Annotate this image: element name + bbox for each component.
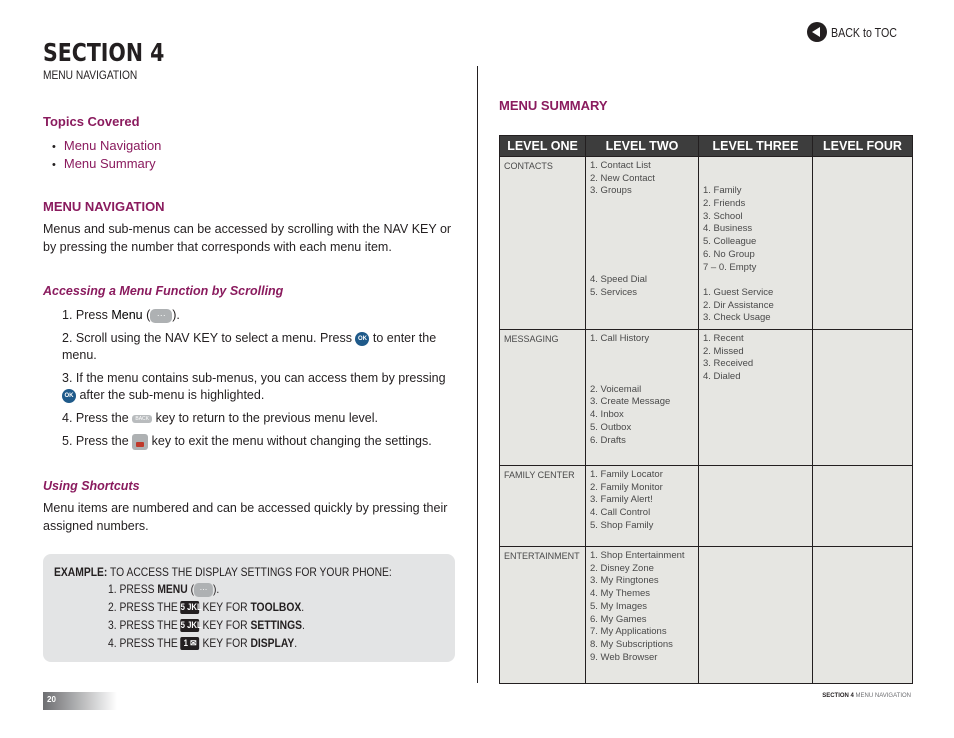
menu-item: 4. Dialed bbox=[703, 371, 741, 383]
menu-item: 5. Shop Family bbox=[590, 519, 654, 531]
step-3: 3. If the menu contains sub-menus, you can access them by pressing OK after the sub-menu is highlighted. bbox=[62, 371, 446, 402]
menu-item: 1. Recent bbox=[703, 333, 744, 344]
menu-item: 5. Services bbox=[590, 286, 637, 298]
level-one-cell: FAMILY CENTER bbox=[500, 466, 586, 547]
menu-item: 3. School bbox=[703, 210, 743, 222]
menu-item: 3. My Ringtones bbox=[590, 575, 659, 587]
level-three-cell bbox=[699, 157, 813, 330]
example-intro: EXAMPLE: TO ACCESS THE DISPLAY SETTINGS FOR YOUR PHONE: bbox=[54, 565, 392, 579]
menu-item: 3. Family Alert! bbox=[590, 494, 653, 506]
page-number-tab bbox=[43, 692, 117, 710]
step-2: 2. Scroll using the NAV KEY to select a menu. Press OK to enter the menu. bbox=[62, 331, 437, 362]
level-one-cell: ENTERTAINMENT bbox=[500, 547, 586, 684]
menu-item: 8. My Subscriptions bbox=[590, 638, 673, 650]
page-number: 20 bbox=[47, 695, 56, 704]
section-subtitle: MENU NAVIGATION bbox=[43, 68, 138, 82]
menu-item: 7. My Applications bbox=[590, 626, 667, 638]
accessing-menu-heading: Accessing a Menu Function by Scrolling bbox=[43, 284, 284, 298]
column-header: LEVEL ONE bbox=[500, 136, 586, 157]
menu-item: 4. Call Control bbox=[590, 507, 651, 519]
menu-item: 5. Colleague bbox=[703, 236, 757, 248]
level-four-cell bbox=[813, 466, 913, 547]
ok-key-icon: OK bbox=[62, 389, 76, 403]
shortcuts-paragraph: Menu items are numbered and can be accessed quickly by pressing their assigned numbers. bbox=[43, 501, 448, 533]
example-step-1: 1. PRESS MENU ( ··· ). bbox=[108, 582, 220, 596]
menu-item: 2. Voicemail bbox=[590, 383, 642, 395]
table-row bbox=[500, 466, 913, 547]
menu-item: 1. Contact List bbox=[590, 160, 651, 171]
step-5: 5. Press the key to exit the menu without changing the settings. bbox=[62, 434, 432, 448]
section-title: SECTION 4 bbox=[43, 38, 165, 67]
menu-item: 7 – 0. Empty bbox=[703, 261, 757, 273]
steps-list bbox=[62, 307, 452, 456]
topic-link-menu-navigation[interactable]: • Menu Navigation bbox=[52, 137, 161, 155]
menu-item: 1. Family Locator bbox=[590, 469, 663, 480]
menu-item: 4. Speed Dial bbox=[590, 274, 648, 286]
level-two-cell bbox=[586, 330, 699, 466]
menu-key-icon: ··· bbox=[150, 309, 172, 323]
menu-item: 9. Web Browser bbox=[590, 651, 658, 663]
menu-item: 2. Dir Assistance bbox=[703, 299, 774, 311]
level-four-cell bbox=[813, 157, 913, 330]
5-key-icon: 5 JKL bbox=[180, 602, 202, 613]
back-arrow-icon[interactable] bbox=[807, 22, 827, 42]
menu-item: 2. Missed bbox=[703, 345, 744, 357]
back-to-toc-link[interactable] bbox=[807, 22, 911, 42]
table-row bbox=[500, 330, 913, 466]
menu-item: 4. Business bbox=[703, 223, 753, 235]
column-divider bbox=[477, 66, 478, 683]
example-step-4: 4. PRESS THE 1 ✉ KEY FOR DISPLAY. bbox=[108, 636, 298, 650]
menu-summary-table bbox=[499, 135, 913, 684]
menu-item: 5. My Images bbox=[590, 600, 648, 612]
example-step-2: 2. PRESS THE 5 JKL KEY FOR TOOLBOX. bbox=[108, 600, 305, 614]
column-header: LEVEL THREE bbox=[699, 136, 813, 157]
level-four-cell bbox=[813, 547, 913, 684]
menu-item: 6. No Group bbox=[703, 248, 755, 260]
level-three-cell bbox=[699, 330, 813, 466]
back-key-icon: BACK bbox=[132, 415, 152, 423]
menu-item: 3. Check Usage bbox=[703, 312, 771, 324]
end-key-icon bbox=[132, 434, 148, 450]
column-header: LEVEL TWO bbox=[586, 136, 699, 157]
back-to-toc-label[interactable]: BACK to TOC bbox=[830, 24, 897, 40]
ok-key-icon: OK bbox=[355, 332, 369, 346]
menu-item: 4. My Themes bbox=[590, 588, 651, 600]
topics-list bbox=[52, 137, 161, 173]
menu-item: 2. Disney Zone bbox=[590, 562, 654, 574]
table-row bbox=[500, 157, 913, 330]
menu-item: 4. Inbox bbox=[590, 409, 624, 421]
example-step-3: 3. PRESS THE 5 JKL KEY FOR SETTINGS. bbox=[108, 618, 305, 632]
example-box bbox=[43, 554, 455, 662]
topic-link-menu-summary[interactable]: • Menu Summary bbox=[52, 155, 161, 173]
level-two-cell bbox=[586, 157, 699, 330]
menu-item: 6. Drafts bbox=[590, 434, 626, 446]
menu-item: 3. Received bbox=[703, 358, 754, 370]
menu-item: 5. Outbox bbox=[590, 421, 632, 433]
menu-item: 1. Call History bbox=[590, 333, 650, 344]
menu-item: 1. Family bbox=[703, 185, 742, 197]
level-three-cell bbox=[699, 466, 813, 547]
menu-item: 3. Create Message bbox=[590, 396, 671, 408]
step-4: 4. Press the BACK key to return to the previous menu level. bbox=[62, 411, 378, 425]
table-header-row bbox=[500, 136, 913, 157]
menu-item: 2. New Contact bbox=[590, 172, 655, 184]
menu-item: 2. Friends bbox=[703, 198, 746, 210]
menu-item: 1. Guest Service bbox=[703, 286, 774, 298]
menu-summary-heading: MENU SUMMARY bbox=[499, 98, 608, 113]
footer-section-label: SECTION 4 MENU NAVIGATION bbox=[822, 693, 911, 699]
menu-item: 6. My Games bbox=[590, 613, 647, 625]
step-1: 1. Press Menu ( ··· ). bbox=[62, 308, 180, 322]
level-two-cell bbox=[586, 547, 699, 684]
menu-item: 3. Groups bbox=[590, 185, 632, 197]
level-two-cell bbox=[586, 466, 699, 547]
level-four-cell bbox=[813, 330, 913, 466]
5-key-icon: 5 JKL bbox=[180, 620, 202, 631]
using-shortcuts-heading: Using Shortcuts bbox=[43, 479, 140, 493]
level-one-cell: MESSAGING bbox=[500, 330, 586, 466]
1-key-icon: 1 ✉ bbox=[181, 637, 200, 650]
menu-item: 1. Shop Entertainment bbox=[590, 550, 685, 561]
table-row bbox=[500, 547, 913, 684]
menu-item: 2. Family Monitor bbox=[590, 481, 663, 493]
level-three-cell bbox=[699, 547, 813, 684]
topics-heading: Topics Covered bbox=[43, 114, 140, 129]
menu-key-icon: ··· bbox=[194, 583, 213, 597]
menu-navigation-heading: MENU NAVIGATION bbox=[43, 199, 165, 214]
level-one-cell: CONTACTS bbox=[500, 157, 586, 330]
column-header: LEVEL FOUR bbox=[813, 136, 913, 157]
menu-navigation-paragraph: Menus and sub-menus can be accessed by scrolling with the NAV KEY or by pressing the number that corresponds with each menu item. bbox=[43, 222, 452, 254]
